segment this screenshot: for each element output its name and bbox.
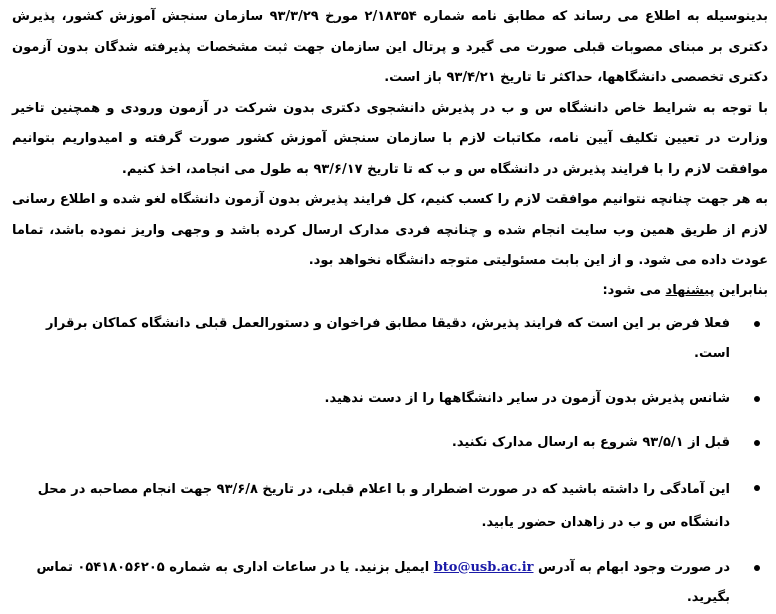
list-item: این آمادگی را داشته باشید که در صورت اضطرار و با اعلام قبلی، در تاریخ ۹۳/۶/۸ جهت انجام مصاحبه در محل دانشگاه س و ب در زاهدان حضور یابید.	[12, 473, 730, 539]
bullet-dot-icon	[754, 440, 760, 446]
contact-before: در صورت وجود ابهام به آدرس	[533, 559, 730, 575]
paragraph-special-conditions: با توجه به شرایط خاص دانشگاه س و ب در پذیرش دانشجوی دکتری بدون شرکت در آزمون ورودی و همچنین تاخیر وزارت در تعیین تکلیف آیین نامه، مکاتبات لازم با سازمان سنجش آموزش کشور صورت گرفته و امیدواریم بتوانیم موافقت لازم را با فرایند پذیرش در دانشگاه س و ب که تا تاریخ ۹۳/۶/۱۷ به طول می انجامد، اخذ کنیم.	[12, 100, 768, 177]
bullet-dot-icon	[754, 321, 760, 327]
list-item: قبل از ۹۳/۵/۱ شروع به ارسال مدارک نکنید.	[12, 428, 730, 459]
list-item: شانس پذیرش بدون آزمون در سایر دانشگاهها را از دست ندهید.	[12, 384, 730, 415]
paragraph-portal-notice: بدینوسیله به اطلاع می رساند که مطابق نامه شماره ۲/۱۸۳۵۴ مورخ ۹۳/۳/۲۹ سازمان سنجش آموزش کشور، پذیرش دکتری بر مبنای مصوبات قبلی صورت می گیرد و پرتال این سازمان جهت ثبت مشخصات پذیرفته شدگان بدون آزمون دکتری تخصصی دانشگاهها، حداکثر تا تاریخ ۹۳/۴/۲۱ باز است.	[12, 9, 768, 85]
list-item: فعلا فرض بر این است که فرایند پذیرش، دقیقا مطابق فراخوان و دستورالعمل قبلی دانشگاه کماکان برقرار است.	[12, 309, 730, 370]
intro-underlined: پیشنهاد	[665, 282, 715, 298]
intro-before: بنابراین	[714, 282, 768, 298]
bullet-dot-icon	[754, 396, 760, 402]
intro-after: می شود:	[602, 282, 666, 298]
list-item-contact	[12, 553, 730, 614]
email-link[interactable]: bto@usb.ac.ir	[433, 559, 534, 575]
bullet-dot-icon	[754, 565, 760, 571]
recommendations-list	[12, 309, 768, 614]
contact-after: ایمیل بزنید. یا در ساعات اداری به شماره ۰۵۴۱۸۰۵۶۲۰۵ تماس بگیرید.	[36, 559, 730, 605]
recommendations-intro	[12, 279, 768, 303]
paragraph-cancellation-notice: به هر جهت چنانچه نتوانیم موافقت لازم را کسب کنیم، کل فرایند پذیرش بدون آزمون دانشگاه لغو شده و اطلاع رسانی لازم از طریق همین وب سایت انجام شده و چنانچه فردی مدارک ارسال کرده باشد و وجهی واریز نموده باشد، تماما عودت داده می شود. و از این بابت مسئولیتی متوجه دانشگاه نخواهد بود.	[12, 192, 768, 268]
bullet-dot-icon	[754, 485, 760, 491]
